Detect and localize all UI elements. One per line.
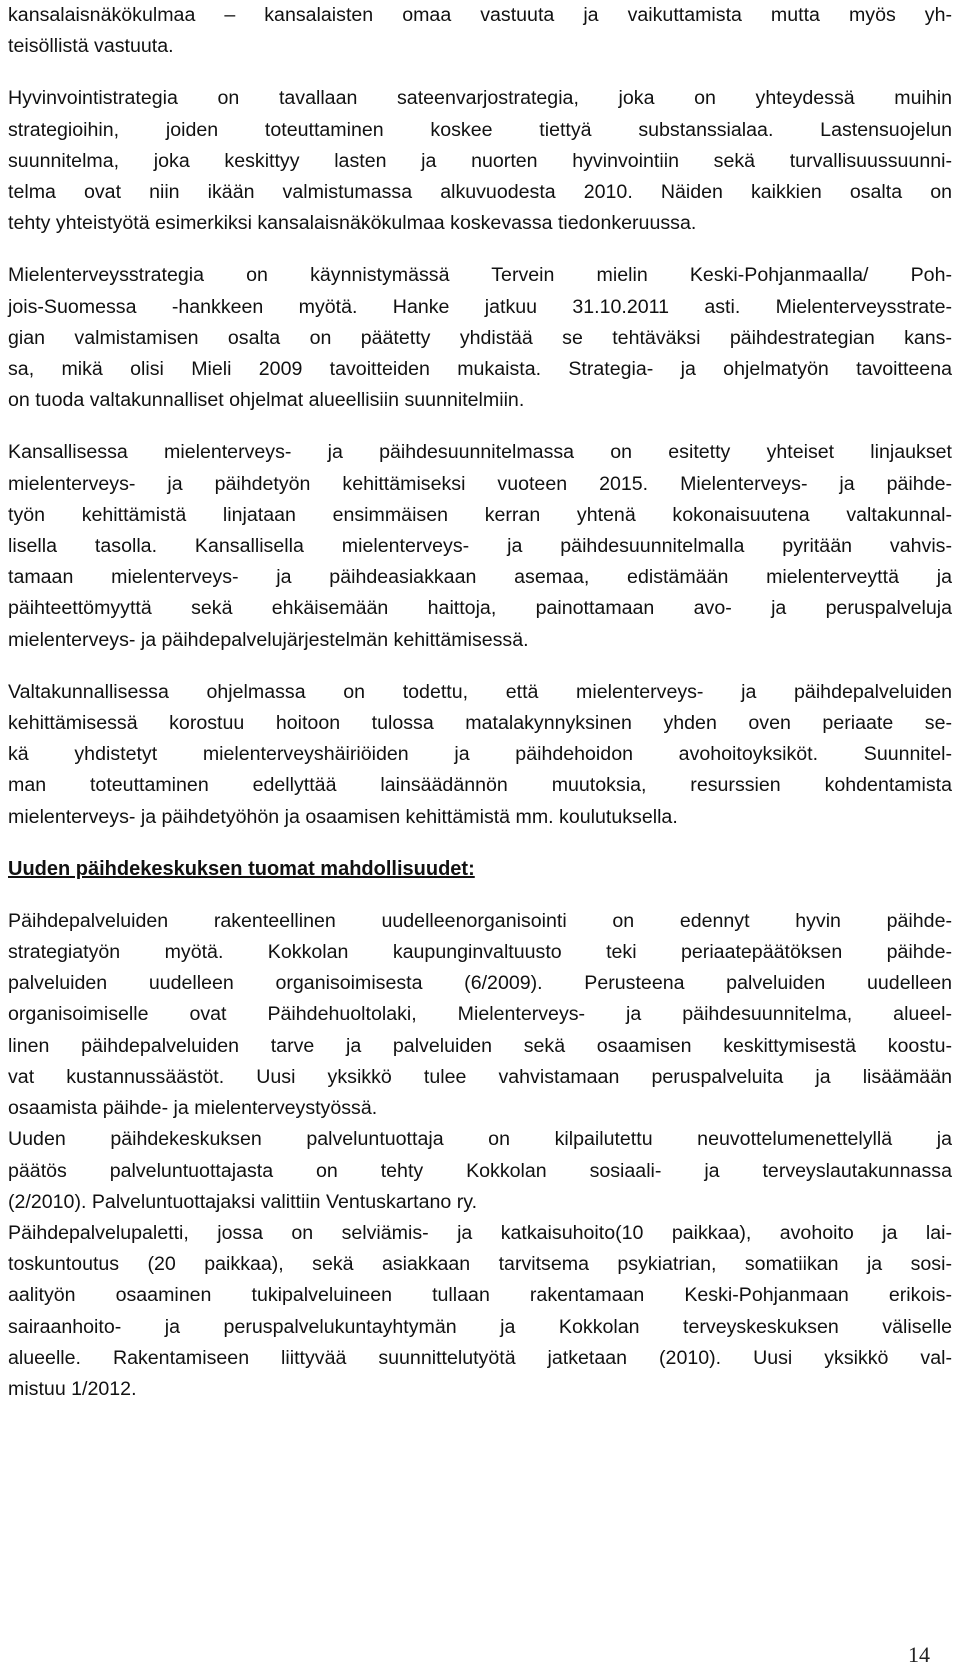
text-line: jois-Suomessa -hankkeen myötä. Hanke jatkuu 31.10.2011 asti. Mielenterveysstrate- — [8, 295, 952, 318]
text-line: linen päihdepalveluiden tarve ja palveluiden sekä osaamisen keskittymisestä koostu- — [8, 1034, 952, 1057]
page-number: 14 — [908, 1642, 930, 1667]
text-line: Hyvinvointistrategia on tavallaan sateenvarjostrategia, joka on yhteydessä muihin — [8, 87, 952, 110]
text-line: vat kustannussäästöt. Uusi yksikkö tulee vahvistamaan peruspalveluita ja lisäämään — [8, 1065, 952, 1088]
text-line: tehty yhteistyötä esimerkiksi kansalaisnäkökulmaa koskevassa tiedonkeruussa. — [8, 212, 697, 235]
body-paragraph — [8, 677, 952, 833]
text-line: osaamista päihde- ja mielenterveystyössä. — [8, 1097, 378, 1120]
text-line: tamaan mielenterveys- ja päihdeasiakkaan asemaa, edistämään mielenterveyttä ja — [8, 566, 952, 589]
text-line: Päihdepalvelupaletti, jossa on selviämis- ja katkaisuhoito(10 paikkaa), avohoito ja lai- — [8, 1221, 952, 1244]
body-paragraph — [8, 906, 952, 1124]
text-line: suunnitelma, joka keskittyy lasten ja nuorten hyvinvointiin sekä turvallisuussuunni- — [8, 149, 952, 172]
body-paragraph — [8, 0, 952, 62]
text-line: mistuu 1/2012. — [8, 1377, 137, 1400]
text-line: Valtakunnallisessa ohjelmassa on todettu, että mielenterveys- ja päihdepalveluiden — [8, 680, 952, 703]
body-paragraph — [8, 1218, 952, 1405]
text-line: telma ovat niin ikään valmistumassa alkuvuodesta 2010. Näiden kaikkien osalta on — [8, 181, 952, 204]
section-heading: Uuden päihdekeskuksen tuomat mahdollisuudet: — [8, 857, 475, 880]
text-line: on tuoda valtakunnalliset ohjelmat alueellisiin suunnitelmiin. — [8, 389, 525, 412]
text-line: mielenterveys- ja päihdetyön kehittämiseksi vuoteen 2015. Mielenterveys- ja päihde- — [8, 472, 952, 495]
text-line: kä yhdistetyt mielenterveyshäiriöiden ja päihdehoidon avohoitoyksiköt. Suunnitel- — [8, 743, 952, 766]
text-line: strategiatyön myötä. Kokkolan kaupunginvaltuusto teki periaatepäätöksen päihde- — [8, 941, 952, 964]
body-paragraph — [8, 437, 952, 655]
text-line: sairaanhoito- ja peruspalvelukuntayhtymän ja Kokkolan terveyskeskuksen väliselle — [8, 1315, 952, 1338]
text-line: sa, mikä olisi Mieli 2009 tavoitteiden mukaista. Strategia- ja ohjelmatyön tavoitteena — [8, 358, 952, 381]
text-line: mielenterveys- ja päihdepalvelujärjestelmän kehittämisessä. — [8, 628, 529, 651]
text-line: palveluiden uudelleen organisoimisesta (6/2009). Perusteena palveluiden uudelleen — [8, 972, 952, 995]
text-line: päihteettömyyttä sekä ehkäisemään haittoja, painottamaan avo- ja peruspalveluja — [8, 597, 952, 620]
text-line: päätös palveluntuottajasta on tehty Kokkolan sosiaali- ja terveyslautakunnassa — [8, 1159, 952, 1182]
text-line: organisoimiselle ovat Päihdehuoltolaki, Mielenterveys- ja päihdesuunnitelma, alueel- — [8, 1003, 952, 1026]
body-paragraph — [8, 1124, 952, 1218]
text-line: lisella tasolla. Kansallisella mielenterveys- ja päihdesuunnitelmalla pyritään vahvis- — [8, 535, 952, 558]
page-body — [8, 0, 952, 1405]
text-line: strategioihin, joiden toteuttaminen koskee tiettyä substanssialaa. Lastensuojelun — [8, 118, 952, 141]
text-line: toskuntoutus (20 paikkaa), sekä asiakkaan tarvitsema psykiatrian, somatiikan ja sosi- — [8, 1253, 952, 1276]
text-line: teisöllistä vastuuta. — [8, 35, 174, 58]
text-line: kehittämisessä korostuu hoitoon tulossa matalakynnyksinen yhden oven periaate se- — [8, 712, 952, 735]
body-paragraph — [8, 260, 952, 416]
text-line: gian valmistamisen osalta on päätetty yhdistää se tehtäväksi päihdestrategian kans- — [8, 326, 952, 349]
text-line: alueelle. Rakentamiseen liittyvää suunnittelutyötä jatketaan (2010). Uusi yksikkö val- — [8, 1346, 952, 1369]
text-line: Kansallisessa mielenterveys- ja päihdesuunnitelmassa on esitetty yhteiset linjaukset — [8, 441, 952, 464]
text-line: Päihdepalveluiden rakenteellinen uudelleenorganisointi on edennyt hyvin päihde- — [8, 909, 952, 932]
body-paragraph — [8, 83, 952, 239]
text-line: Mielenterveysstrategia on käynnistymässä Tervein mielin Keski-Pohjanmaalla/ Poh- — [8, 264, 952, 287]
text-line: työn kehittämistä linjataan ensimmäisen kerran yhtenä kokonaisuutena valtakunnal- — [8, 503, 952, 526]
text-line: kansalaisnäkökulmaa – kansalaisten omaa vastuuta ja vaikuttamista mutta myös yh- — [8, 4, 952, 26]
text-line: mielenterveys- ja päihdetyöhön ja osaamisen kehittämistä mm. koulutuksella. — [8, 805, 678, 828]
text-line: aalityön osaaminen tukipalveluineen tullaan rakentamaan Keski-Pohjanmaan erikois- — [8, 1284, 952, 1307]
text-line: (2/2010). Palveluntuottajaksi valittiin Ventuskartano ry. — [8, 1190, 478, 1213]
text-line: man toteuttaminen edellyttää lainsäädännön muutoksia, resurssien kohdentamista — [8, 774, 952, 797]
text-line: Uuden päihdekeskuksen palveluntuottaja on kilpailutettu neuvottelumenettelyllä ja — [8, 1128, 952, 1151]
